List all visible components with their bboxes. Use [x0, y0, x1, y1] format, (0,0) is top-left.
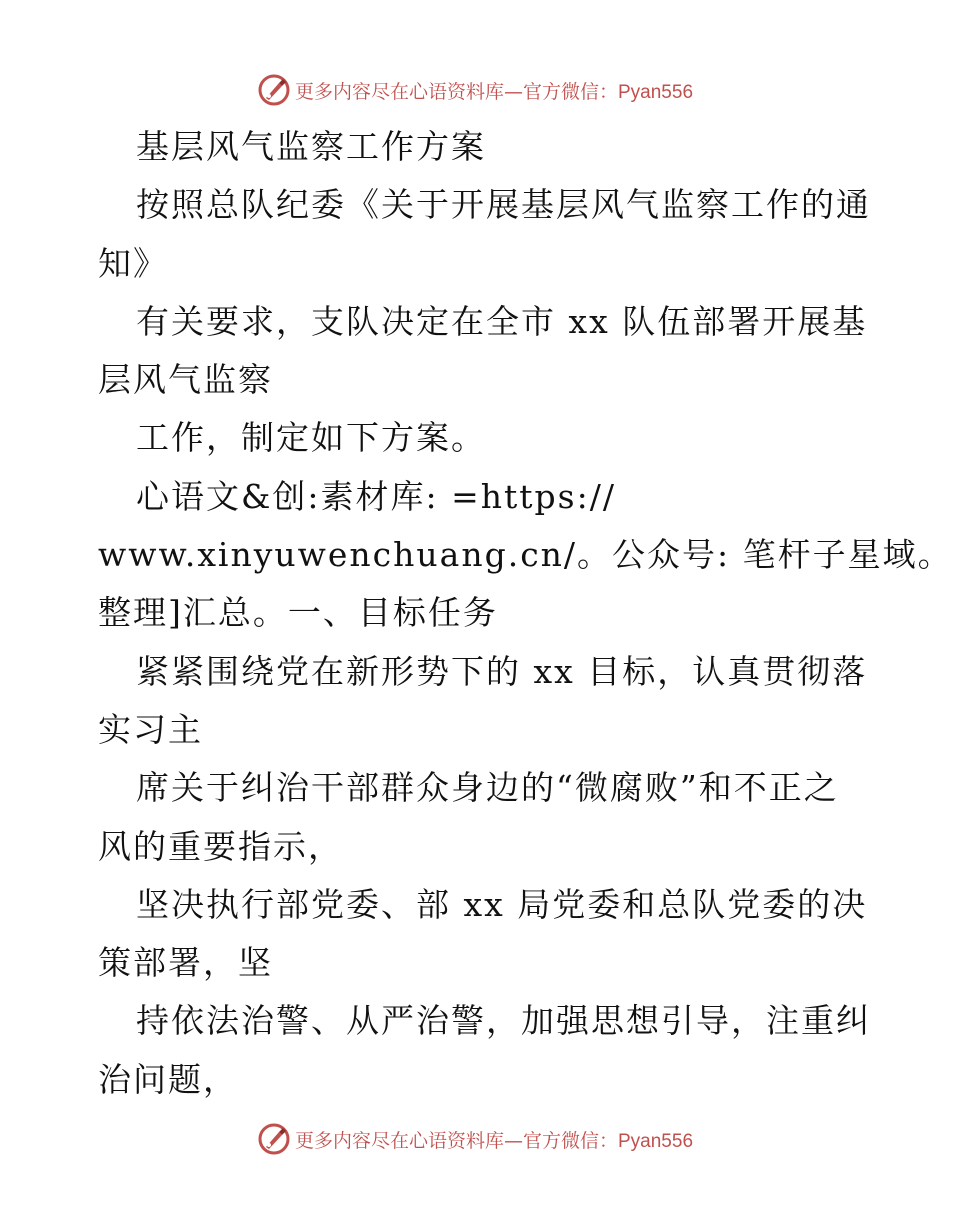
paragraph-line: 知》 — [98, 243, 168, 283]
paragraph-line: 按照总队纪委《关于开展基层风气监察工作的通 — [136, 185, 871, 225]
paragraph-line: 策部署，坚 — [98, 943, 273, 983]
watermark-official: 官方微信： — [522, 80, 618, 103]
document-title: 基层风气监察工作方案 — [136, 127, 486, 166]
paragraph-line: 治问题， — [98, 1059, 238, 1099]
paragraph-line-url: www.xinyuwenchuang.cn/。公众号: 笔杆子星域。 — [98, 535, 953, 575]
paragraph-line: 心语文&创:素材库: =https:// — [136, 476, 616, 516]
watermark-separator: — — [503, 1129, 523, 1152]
watermark-text — [295, 1126, 693, 1153]
paragraph-line: 实习主 — [98, 709, 203, 749]
paragraph-line: 持依法治警、从严治警，加强思想引导，注重纠 — [136, 1001, 871, 1041]
paragraph-line: 层风气监察 — [98, 360, 273, 400]
paragraph-line: 工作，制定如下方案。 — [136, 418, 486, 458]
paragraph-line: 紧紧围绕党在新形势下的 xx 目标，认真贯彻落 — [136, 651, 868, 691]
pen-seal-icon — [257, 1122, 291, 1156]
pen-seal-icon — [257, 73, 291, 107]
paragraph-line: 席关于纠治干部群众身边的“微腐败”和不正之 — [136, 768, 839, 808]
watermark-contact: Pyan556 — [618, 1130, 694, 1152]
section-heading-line: 整理]汇总。一、目标任务 — [98, 593, 498, 633]
paragraph-line: 风的重要指示， — [98, 826, 343, 866]
watermark-prefix: 更多内容尽在心语资料库 — [294, 1129, 504, 1152]
footer-watermark — [0, 1119, 950, 1159]
watermark-prefix: 更多内容尽在心语资料库 — [294, 80, 504, 103]
watermark-separator: — — [503, 80, 523, 103]
watermark-official: 官方微信： — [522, 1129, 618, 1152]
watermark-text — [295, 77, 693, 104]
watermark-contact: Pyan556 — [618, 81, 694, 103]
document-body — [98, 118, 953, 1109]
paragraph-line: 坚决执行部党委、部 xx 局党委和总队党委的决 — [136, 884, 868, 924]
paragraph-line: 有关要求，支队决定在全市 xx 队伍部署开展基 — [136, 301, 868, 341]
header-watermark — [0, 70, 950, 110]
